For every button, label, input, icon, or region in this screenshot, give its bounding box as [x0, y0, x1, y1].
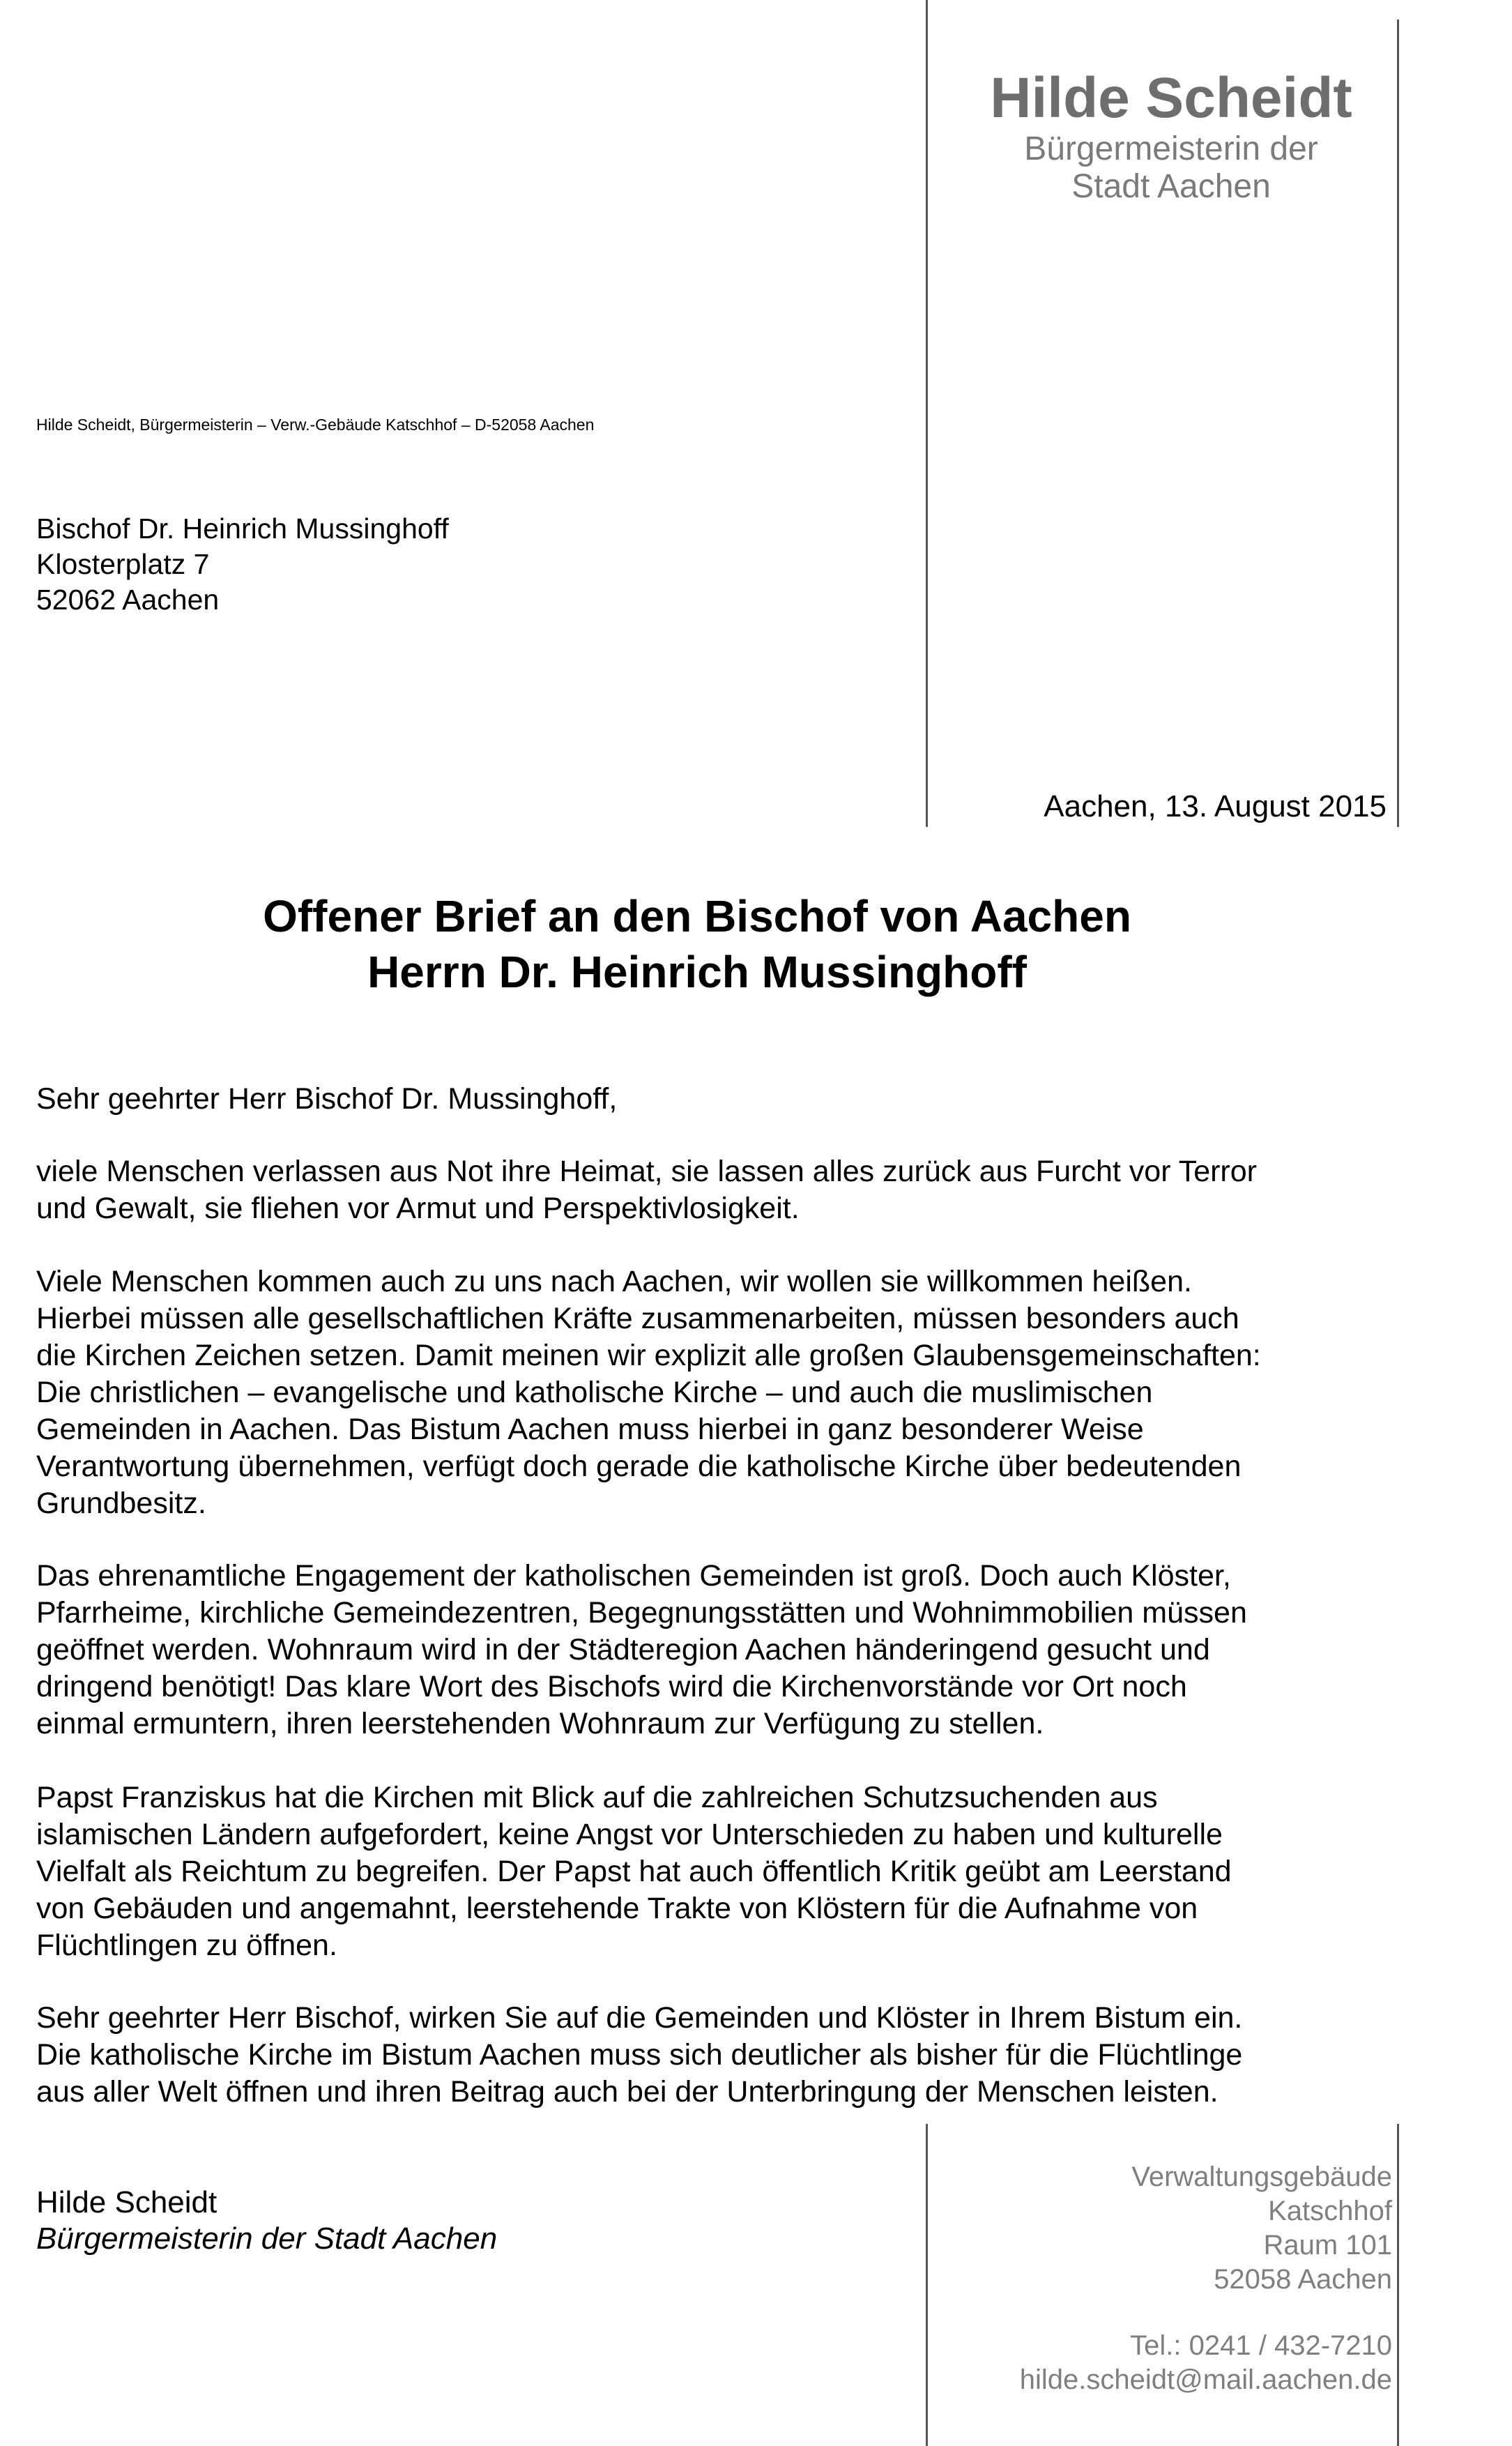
recipient-name: Bischof Dr. Heinrich Mussinghoff	[36, 512, 449, 545]
letter-date: Aachen, 13. August 2015	[1044, 789, 1387, 823]
footer-right-rule	[1397, 2124, 1399, 2446]
paragraph-line: Hierbei müssen alle gesellschaftlichen Kräfte zusammenarbeiten, müssen besonders auch	[36, 1302, 1239, 1335]
footer-contact	[1020, 2329, 1392, 2397]
letterhead-title-line1: Bürgermeisterin der	[1024, 130, 1318, 167]
salutation-text: Sehr geehrter Herr Bischof Dr. Mussinghoff,	[36, 1082, 618, 1116]
paragraph-line: Grundbesitz.	[36, 1487, 206, 1520]
letter-heading-line1: Offener Brief an den Bischof von Aachen	[263, 891, 1131, 941]
paragraph-line: und Gewalt, sie fliehen vor Armut und Perspektivlosigkeit.	[36, 1192, 800, 1225]
signature-name: Hilde Scheidt	[36, 2185, 217, 2219]
footer-address-line: Raum 101	[1263, 2230, 1392, 2261]
paragraph-line: Die katholische Kirche im Bistum Aachen muss sich deutlicher als bisher für die Flüchtlinge	[36, 2038, 1243, 2072]
paragraph-line: Papst Franziskus hat die Kirchen mit Blick auf die zahlreichen Schutzsuchenden aus	[36, 1781, 1158, 1814]
paragraph-line: viele Menschen verlassen aus Not ihre Heimat, sie lassen alles zurück aus Furcht vor Terror	[36, 1155, 1257, 1188]
paragraph-line: aus aller Welt öffnen und ihren Beitrag auch bei der Unterbringung der Menschen leisten.	[36, 2075, 1219, 2109]
letter-heading-line2: Herrn Dr. Heinrich Mussinghoff	[367, 947, 1027, 997]
paragraph-line: Sehr geehrter Herr Bischof, wirken Sie auf die Gemeinden und Klöster in Ihrem Bistum ein.	[36, 2001, 1243, 2035]
body-paragraph-1	[36, 1153, 1382, 1227]
footer-address-line: Verwaltungsgebäude	[1131, 2162, 1392, 2192]
footer-phone: Tel.: 0241 / 432-7210	[1130, 2330, 1392, 2361]
paragraph-line: Gemeinden in Aachen. Das Bistum Aachen muss hierbei in ganz besonderer Weise	[36, 1413, 1144, 1446]
footer-address-line: Katschhof	[1268, 2196, 1392, 2226]
paragraph-line: Die christlichen – evangelische und katholische Kirche – und auch die muslimischen	[36, 1376, 1153, 1409]
paragraph-line: Verantwortung übernehmen, verfügt doch gerade die katholische Kirche über bedeutenden	[36, 1450, 1242, 1483]
paragraph-line: von Gebäuden und angemahnt, leerstehende Trakte von Klöstern für die Aufnahme von	[36, 1892, 1198, 1925]
letterhead-title-line2: Stadt Aachen	[1071, 168, 1271, 205]
body-paragraph-3	[36, 1558, 1382, 1742]
paragraph-line: islamischen Ländern aufgefordert, keine Angst vor Unterschieden zu haben und kulturelle	[36, 1818, 1223, 1851]
recipient-street: Klosterplatz 7	[36, 548, 210, 580]
footer-address-line: 52058 Aachen	[1214, 2264, 1392, 2295]
paragraph-line: Pfarrheime, kirchliche Gemeindezentren, Begegnungsstätten und Wohnimmobilien müssen	[36, 1596, 1247, 1630]
paragraph-line: dringend benötigt! Das klare Wort des Bischofs wird die Kirchenvorstände vor Ort noch	[36, 1670, 1187, 1703]
paragraph-line: Flüchtlingen zu öffnen.	[36, 1929, 337, 1962]
paragraph-line: Viele Menschen kommen auch zu uns nach Aachen, wir wollen sie willkommen heißen.	[36, 1265, 1192, 1298]
sender-return-address: Hilde Scheidt, Bürgermeisterin – Verw.-Gebäude Katschhof – D-52058 Aachen	[36, 416, 595, 434]
paragraph-line: Das ehrenamtliche Engagement der katholischen Gemeinden ist groß. Doch auch Klöster,	[36, 1559, 1231, 1593]
body-paragraph-2	[36, 1263, 1382, 1522]
paragraph-line: geöffnet werden. Wohnraum wird in der Städteregion Aachen händeringend gesucht und	[36, 1633, 1210, 1666]
paragraph-line: einmal ermuntern, ihren leerstehenden Wohnraum zur Verfügung zu stellen.	[36, 1707, 1044, 1740]
body-paragraph-4	[36, 1779, 1382, 1964]
recipient-city: 52062 Aachen	[36, 584, 220, 616]
signature-title: Bürgermeisterin der Stadt Aachen	[36, 2221, 498, 2256]
letterhead-left-rule	[926, 0, 928, 827]
footer-email[interactable]: hilde.scheidt@mail.aachen.de	[1019, 2364, 1392, 2395]
salutation	[36, 1081, 1382, 1118]
footer-address	[1131, 2160, 1392, 2297]
letterhead-name: Hilde Scheidt	[990, 66, 1352, 130]
paragraph-line: Vielfalt als Reichtum zu begreifen. Der Papst hat auch öffentlich Kritik geübt am Leerstand	[36, 1855, 1232, 1888]
footer-left-rule	[926, 2124, 928, 2446]
paragraph-line: die Kirchen Zeichen setzen. Damit meinen wir explizit alle großen Glaubensgemeinschaften:	[36, 1339, 1261, 1372]
body-paragraph-5	[36, 2000, 1382, 2111]
